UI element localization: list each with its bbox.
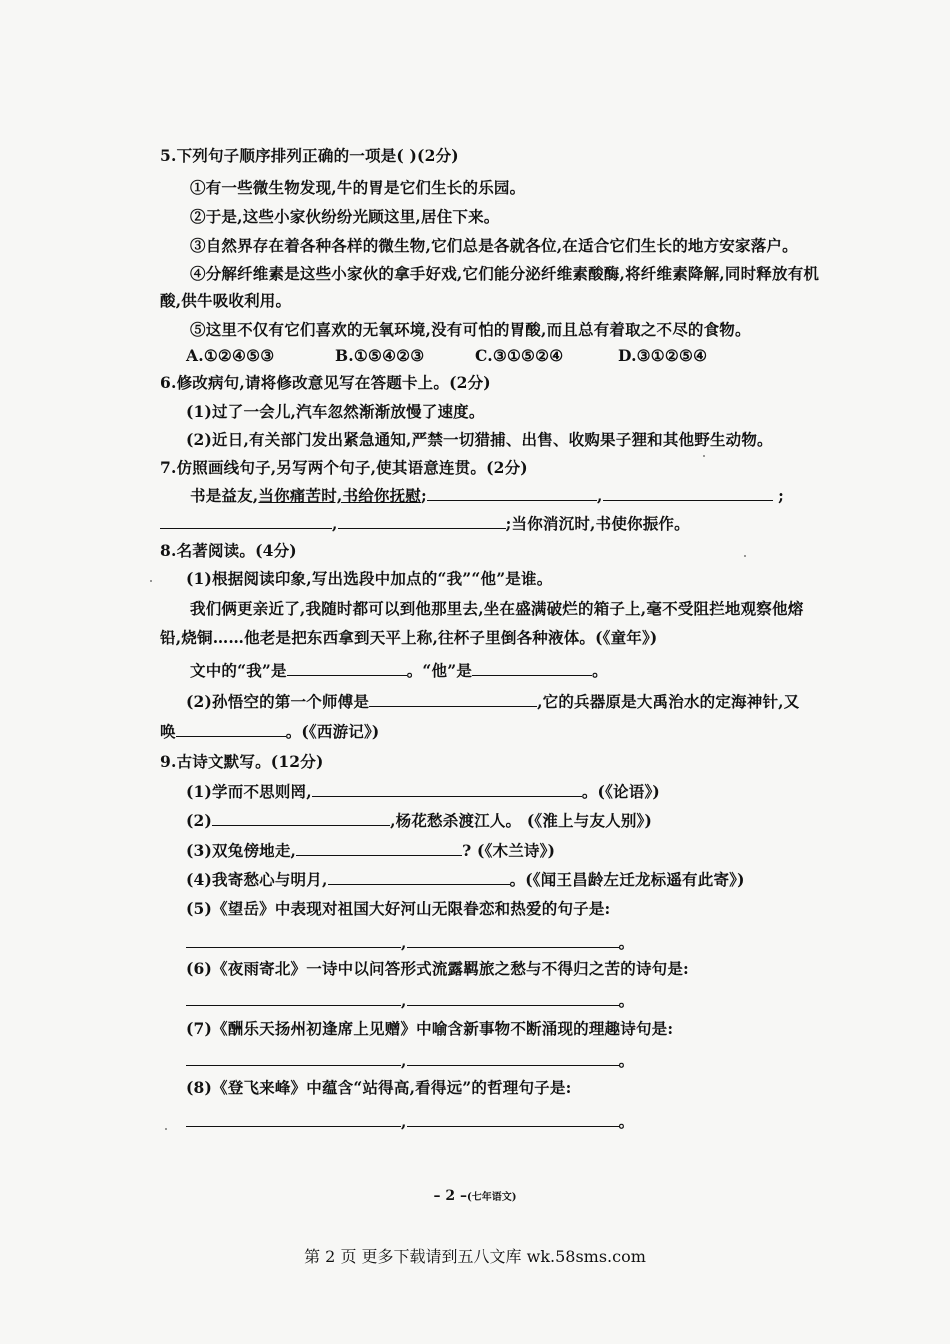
q9-line-8: (8)《登飞来峰》中蕴含“站得高,看得远”的哲理句子是: xyxy=(186,1078,572,1097)
q6-sentence-1: (1)过了一会儿,汽车忽然渐渐放慢了速度。 xyxy=(186,402,485,421)
q9-blank-3[interactable] xyxy=(296,840,462,856)
q7-blank-1[interactable] xyxy=(427,485,597,501)
q9-blank-6b[interactable] xyxy=(407,990,619,1006)
q8-answer-line: 文中的“我”是 。“他”是 。 xyxy=(190,661,608,680)
q5-title: 5.下列句子顺序排列正确的一项是( )(2分) xyxy=(160,146,459,165)
q8-sentence-2: (2)孙悟空的第一个师傅是 ,它的兵器原是大禹治水的定海神针,又 xyxy=(186,692,800,711)
q7-blank-3[interactable] xyxy=(160,513,332,529)
q9-line-2: (2) ,杨花愁杀渡江人。 (《淮上与友人别》) xyxy=(186,811,653,830)
q8-passage-2: 铅,烧铜……他老是把东西拿到天平上称,往杯子里倒各种液体。(《童年》) xyxy=(160,628,658,647)
q5-option-c: C.③①⑤②④ xyxy=(475,346,564,365)
q7-blank-4[interactable] xyxy=(338,513,506,529)
q9-line-6: (6)《夜雨寄北》一诗中以问答形式流露羁旅之愁与不得归之苦的诗句是: xyxy=(186,959,689,978)
q9-blank-6a[interactable] xyxy=(186,990,401,1006)
q5-sentence-4a: ④分解纤维素是这些小家伙的拿手好戏,它们能分泌纤维素酸酶,将纤维素降解,同时释放有机 xyxy=(190,264,820,283)
q9-blank-8a[interactable] xyxy=(186,1111,401,1127)
q5-option-d: D.③①②⑤④ xyxy=(618,346,708,365)
q9-line-6-answers: , 。 xyxy=(186,990,634,1011)
q9-line-4: (4)我寄愁心与明月, 。(《闻王昌龄左迁龙标遥有此寄》) xyxy=(186,870,745,889)
q9-blank-8b[interactable] xyxy=(407,1111,619,1127)
scan-speck xyxy=(150,580,152,582)
q9-blank-2[interactable] xyxy=(212,810,390,826)
scan-speck xyxy=(703,455,705,457)
scan-speck xyxy=(165,1128,167,1130)
q6-sentence-2: (2)近日,有关部门发出紧急通知,严禁一切猎捕、出售、收购果子狸和其他野生动物。 xyxy=(186,430,773,449)
q5-sentence-5: ⑤这里不仅有它们喜欢的无氧环境,没有可怕的胃酸,而且总有着取之不尽的食物。 xyxy=(190,320,751,339)
q7-answer-line: , ;当你消沉时,书使你振作。 xyxy=(160,513,690,534)
page-number-value: – 2 – xyxy=(433,1188,468,1204)
q9-blank-7a[interactable] xyxy=(186,1050,401,1066)
q5-sentence-3: ③自然界存在着各种各样的微生物,它们总是各就各位,在适合它们生长的地方安家落户。 xyxy=(190,236,798,255)
q9-blank-7b[interactable] xyxy=(407,1050,619,1066)
q9-line-8-answers: , 。 xyxy=(186,1111,634,1132)
q9-blank-1[interactable] xyxy=(312,781,582,797)
q8-blank-weapon[interactable] xyxy=(176,721,286,737)
q8-title: 8.名著阅读。(4分) xyxy=(160,541,297,560)
q8-sentence-1: (1)根据阅读印象,写出选段中加点的“我”“他”是谁。 xyxy=(186,569,553,588)
q9-line-5: (5)《望岳》中表现对祖国大好河山无限眷恋和热爱的句子是: xyxy=(186,899,611,918)
footer-site-text: 第 2 页 更多下载请到五八文库 wk.58sms.com xyxy=(304,1247,646,1266)
q7-blank-2[interactable] xyxy=(603,485,773,501)
q5-option-a: A.①②④⑤③ xyxy=(186,346,275,365)
q9-line-5-answers: , 。 xyxy=(186,932,634,953)
q9-line-7: (7)《酬乐天扬州初逢席上见赠》中喻含新事物不断涌现的理趣诗句是: xyxy=(186,1019,674,1038)
q5-option-b: B.①⑤④②③ xyxy=(335,346,425,365)
q9-blank-4[interactable] xyxy=(328,869,510,885)
q7-model-line: 书是益友,当你痛苦时,书给你抚慰; , ; xyxy=(190,486,785,505)
q7-underlined-sentence: 当你痛苦时,书给你抚慰 xyxy=(258,486,422,505)
q9-line-3: (3)双兔傍地走, ? (《木兰诗》) xyxy=(186,841,556,860)
q9-blank-5b[interactable] xyxy=(407,932,619,948)
q9-line-7-answers: , 。 xyxy=(186,1050,634,1071)
q7-title: 7.仿照画线句子,另写两个句子,使其语意连贯。(2分) xyxy=(160,458,528,477)
q5-sentence-2: ②于是,这些小家伙纷纷光顾这里,居住下来。 xyxy=(190,207,500,226)
q8-sentence-2-cont: 唤 。(《西游记》) xyxy=(160,722,380,741)
page-number xyxy=(0,1188,950,1204)
q7-prefix: 书是益友, xyxy=(190,486,259,505)
q7-ending: ;当你消沉时,书使你振作。 xyxy=(505,514,690,533)
q8-blank-wo[interactable] xyxy=(287,660,407,676)
q5-sentence-1: ①有一些微生物发现,牛的胃是它们生长的乐园。 xyxy=(190,178,526,197)
scan-speck xyxy=(744,555,746,557)
q6-title: 6.修改病句,请将修改意见写在答题卡上。(2分) xyxy=(160,373,491,392)
q9-title: 9.古诗文默写。(12分) xyxy=(160,752,324,771)
q9-blank-5a[interactable] xyxy=(186,932,401,948)
q8-passage-1: 我们俩更亲近了,我随时都可以到他那里去,坐在盛满破烂的箱子上,毫不受阻拦地观察他熔 xyxy=(190,599,804,618)
q5-sentence-4b: 酸,供牛吸收利用。 xyxy=(160,291,292,310)
q8-blank-teacher[interactable] xyxy=(369,691,537,707)
q9-line-1: (1)学而不思则罔, 。(《论语》) xyxy=(186,782,660,801)
page-tag: (七年语文) xyxy=(467,1192,517,1203)
q8-blank-ta[interactable] xyxy=(472,660,592,676)
